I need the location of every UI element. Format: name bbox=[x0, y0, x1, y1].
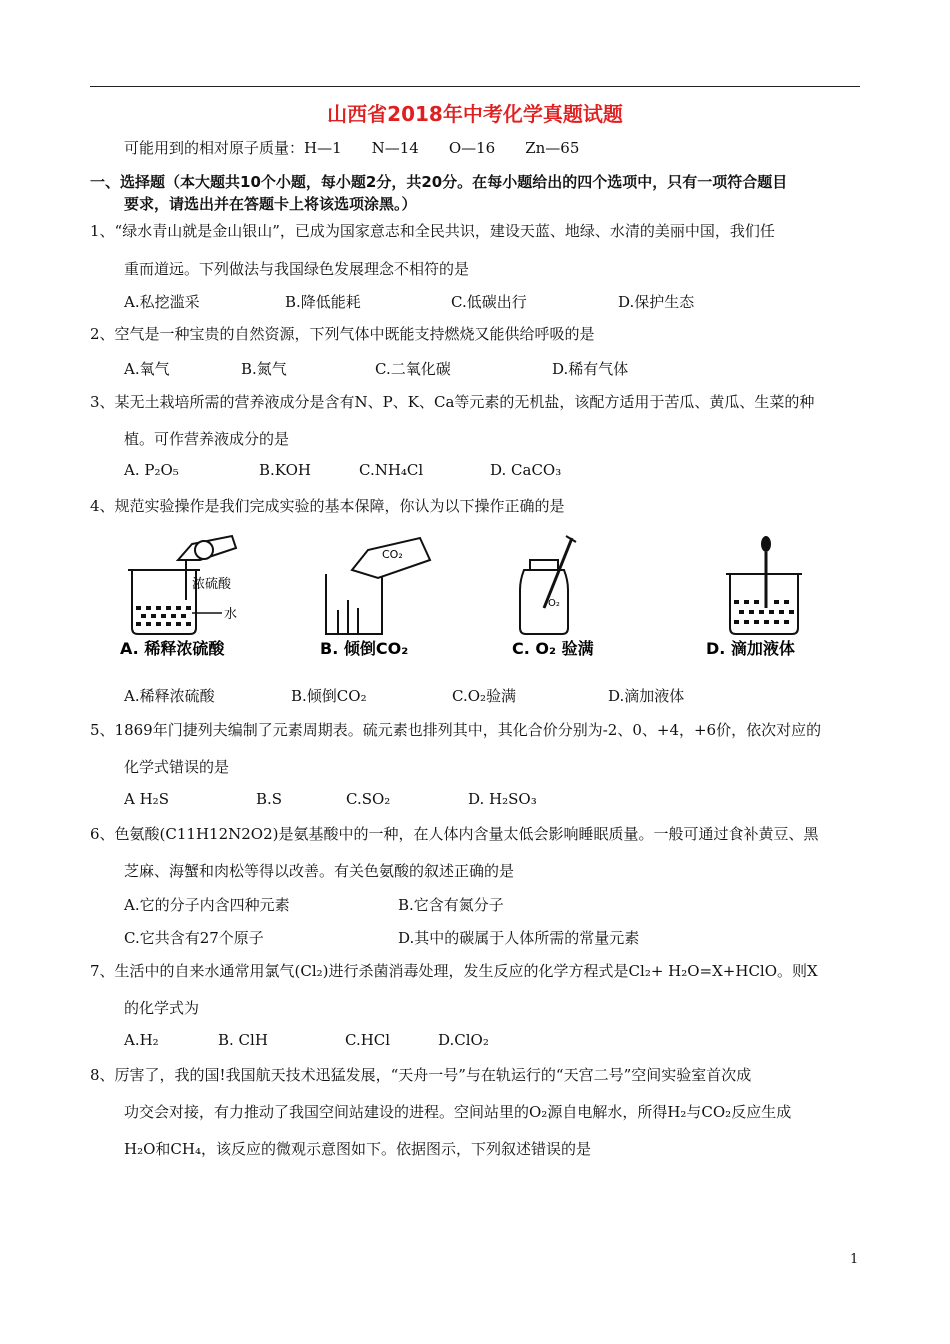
lab-operations-figure bbox=[120, 530, 840, 660]
question-8: 8、厉害了，我的国!我国航天技术迅猛发展，“天舟一号”与在轨运行的“天宫二号”空间实验室首次成 bbox=[90, 1066, 752, 1084]
question-2: 2、空气是一种宝贵的自然资源，下列气体中既能支持燃烧又能供给呼吸的是 bbox=[90, 325, 595, 343]
question-5: 5、1869年门捷列夫编制了元素周期表。硫元素也排列其中，其化合价分别为-2、0、+4，+6价，依次对应的 bbox=[90, 721, 822, 739]
question-3-cont: 植。可作营养液成分的是 bbox=[124, 430, 290, 448]
q2-option-a: A.氧气 bbox=[124, 360, 170, 378]
section-heading-cont: 要求，请选出并在答题卡上将该选项涂黑。） bbox=[124, 195, 417, 213]
q2-option-b: B.氮气 bbox=[241, 360, 287, 378]
question-7-cont: 的化学式为 bbox=[124, 999, 200, 1017]
figure-b-beaker bbox=[326, 538, 430, 634]
question-7: 7、生活中的自来水通常用氯气(Cl₂)进行杀菌消毒处理，发生反应的化学方程式是Cl₂+ H₂O=X+HClO。则X bbox=[90, 962, 818, 980]
section-heading: 一、选择题（本大题共10个小题，每小题2分，共20分。在每小题给出的四个选项中，只有一项符合题目 bbox=[90, 173, 788, 191]
q1-option-b: B.降低能耗 bbox=[285, 293, 361, 311]
q3-option-c: C.NH₄Cl bbox=[359, 461, 424, 479]
q4-option-a: A.稀释浓硫酸 bbox=[124, 687, 215, 705]
question-8-cont: 功交会对接，有力推动了我国空间站建设的进程。空间站里的O₂源自电解水，所得H₂与CO₂反应生成 bbox=[124, 1103, 792, 1121]
page-number: 1 bbox=[850, 1252, 859, 1267]
question-6: 6、色氨酸(C11H12N2O2)是氨基酸中的一种，在人体内含量太低会影响睡眠质量。一般可通过食补黄豆、黑 bbox=[90, 825, 819, 843]
q1-option-c: C.低碳出行 bbox=[451, 293, 527, 311]
question-6-cont: 芝麻、海蟹和肉松等得以改善。有关色氨酸的叙述正确的是 bbox=[124, 862, 515, 880]
figure-c-bottle bbox=[520, 536, 576, 634]
question-8-cont2: H₂O和CH₄，该反应的微观示意图如下。依据图示，下列叙述错误的是 bbox=[124, 1140, 591, 1158]
q4-option-c: C.O₂验满 bbox=[452, 687, 517, 705]
q7-option-b: B. ClH bbox=[218, 1031, 268, 1049]
q2-option-d: D.稀有气体 bbox=[552, 360, 629, 378]
q7-option-c: C.HCl bbox=[345, 1031, 391, 1049]
figure-b-co2-label: CO₂ bbox=[382, 548, 403, 561]
question-4: 4、规范实验操作是我们完成实验的基本保障，你认为以下操作正确的是 bbox=[90, 497, 565, 515]
figure-c-caption: C. O₂ 验满 bbox=[512, 639, 594, 658]
q5-option-c: C.SO₂ bbox=[346, 790, 391, 808]
figure-b-caption: B. 倾倒CO₂ bbox=[320, 639, 409, 658]
q6-option-d: D.其中的碳属于人体所需的常量元素 bbox=[398, 929, 640, 947]
question-1-cont: 重而道远。下列做法与我国绿色发展理念不相符的是 bbox=[124, 260, 470, 278]
q4-option-b: B.倾倒CO₂ bbox=[291, 687, 367, 705]
page-title: 山西省2018年中考化学真题试题 bbox=[327, 102, 623, 126]
q6-option-a: A.它的分子内含四种元素 bbox=[124, 896, 290, 914]
question-1: 1、“绿水青山就是金山银山”，已成为国家意志和全民共识，建设天蓝、地绿、水清的美丽中国，我们任 bbox=[90, 222, 775, 240]
q1-option-a: A.私挖滥采 bbox=[124, 293, 200, 311]
q7-option-a: A.H₂ bbox=[124, 1031, 159, 1049]
q2-option-c: C.二氧化碳 bbox=[375, 360, 451, 378]
q5-option-a: A H₂S bbox=[124, 790, 169, 808]
q3-option-a: A. P₂O₅ bbox=[124, 461, 179, 479]
q6-option-c: C.它共含有27个原子 bbox=[124, 929, 264, 947]
figure-a-water-label: 水 bbox=[224, 607, 238, 622]
q4-option-d: D.滴加液体 bbox=[608, 687, 685, 705]
question-3: 3、某无土栽培所需的营养液成分是含有N、P、K、Ca等元素的无机盐，该配方适用于苦瓜、黄瓜、生菜的种 bbox=[90, 393, 815, 411]
figure-a-acid-label: 浓硫酸 bbox=[192, 577, 232, 592]
q3-option-b: B.KOH bbox=[259, 461, 311, 479]
figure-a-caption: A. 稀释浓硫酸 bbox=[120, 639, 225, 658]
q7-option-d: D.ClO₂ bbox=[438, 1031, 489, 1049]
figure-d-beaker bbox=[726, 536, 802, 634]
header-rule bbox=[90, 86, 860, 87]
q1-option-d: D.保护生态 bbox=[618, 293, 695, 311]
figure-c-o2-label: O₂ bbox=[548, 598, 560, 609]
q3-option-d: D. CaCO₃ bbox=[490, 461, 562, 479]
atomic-mass-line: 可能用到的相对原子质量：H—1 N—14 O—16 Zn—65 bbox=[124, 139, 580, 157]
figure-d-caption: D. 滴加液体 bbox=[706, 639, 795, 658]
q5-option-d: D. H₂SO₃ bbox=[468, 790, 537, 808]
question-5-cont: 化学式错误的是 bbox=[124, 758, 230, 776]
q5-option-b: B.S bbox=[256, 790, 283, 808]
q6-option-b: B.它含有氮分子 bbox=[398, 896, 504, 914]
